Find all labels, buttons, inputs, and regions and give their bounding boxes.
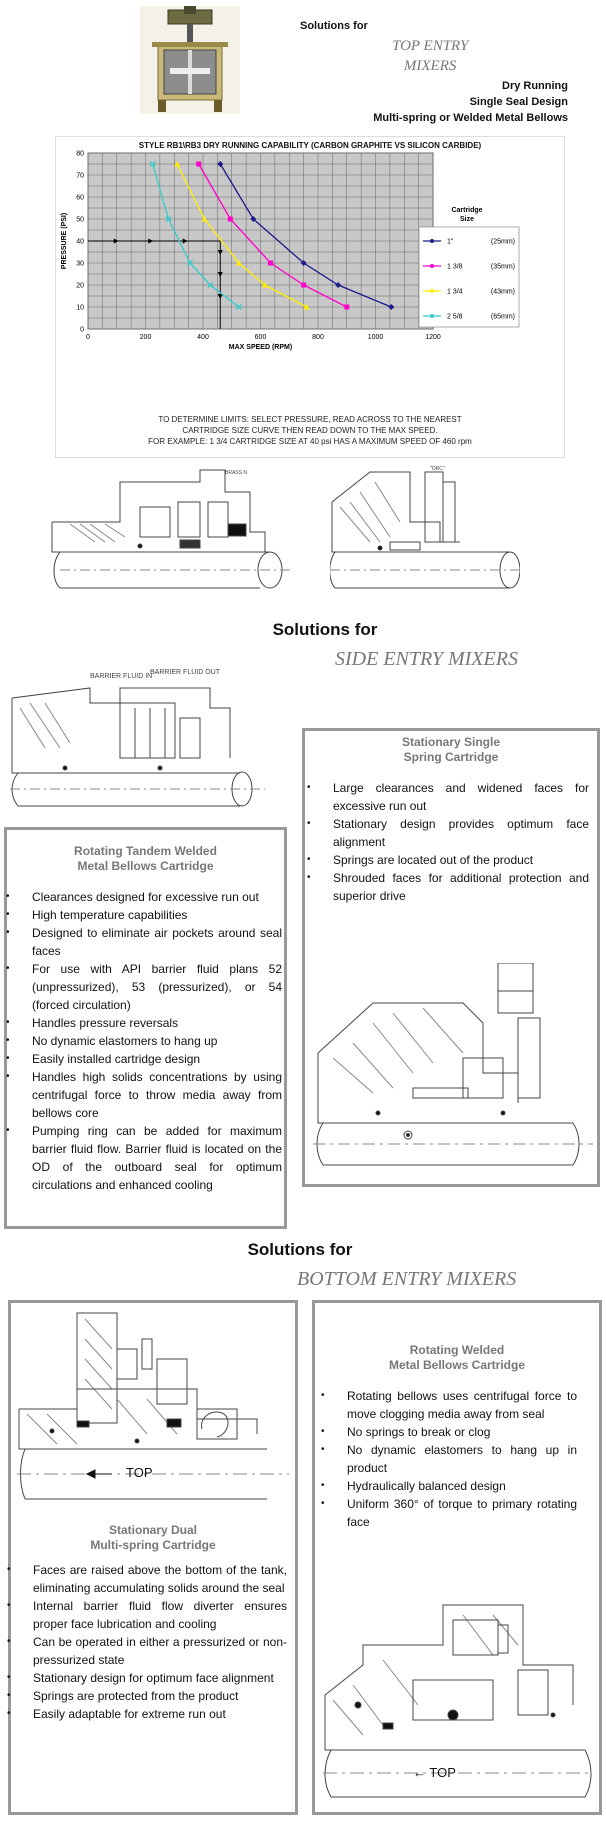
x-tick-label: 200 xyxy=(139,334,152,341)
list-item: • Easily adaptable for extreme run out xyxy=(7,1705,287,1723)
list-item: • For use with API barrier fluid plans 52 (unpressurized), 53 (pressurized), or 54 (forced circulation) xyxy=(6,960,282,1014)
legend-label: 1" xyxy=(447,238,454,246)
list-item: • Designed to eliminate air pockets around seal faces xyxy=(6,924,282,960)
list-item: • Hydraulically balanced design xyxy=(321,1477,577,1495)
header-line-multispring: Multi-spring or Welded Metal Bellows xyxy=(373,112,568,124)
list-item: • Pumping ring can be added for maximum barrier fluid flow. Barrier fluid is located on the OD of the outboard seal for optimum circulations and enhanced cooling xyxy=(6,1122,282,1194)
legend-marker xyxy=(430,289,434,293)
stationary-dual-drawing xyxy=(17,1309,289,1519)
mixer-photo xyxy=(140,6,240,114)
list-item: • Easily installed cartridge design xyxy=(6,1050,282,1068)
rotating-tandem-panel xyxy=(4,827,287,1229)
stationary-dual-title xyxy=(11,1523,295,1553)
stationary-single-title-line2: Spring Cartridge xyxy=(403,750,499,764)
rotating-welded-title-line2: Metal Bellows Cartridge xyxy=(388,1358,526,1372)
stationary-dual-bullets xyxy=(7,1561,287,1723)
data-point xyxy=(344,305,349,310)
list-item: • No dynamic elastomers to hang up in product xyxy=(321,1441,577,1477)
x-tick-label: 400 xyxy=(197,334,209,341)
rotating-welded-top-text: TOP xyxy=(429,1765,456,1780)
drawing-barrier-fluid-out: BARRIER FLUID OUT xyxy=(150,669,221,676)
legend-size: (25mm) xyxy=(490,238,515,246)
list-item: • Rotating bellows uses centrifugal force to move clogging media away from seal xyxy=(321,1387,577,1423)
y-tick-label: 0 xyxy=(80,326,84,334)
header-line-single-seal: Single Seal Design xyxy=(469,96,568,108)
list-item: • Uniform 360° of torque to primary rotating face xyxy=(321,1495,577,1531)
rotating-tandem-title-line2: Metal Bellows Cartridge xyxy=(77,859,214,873)
list-item: • Stationary design for optimum face alignment xyxy=(7,1669,287,1687)
list-item: • No springs to break or clog xyxy=(321,1423,577,1441)
data-point xyxy=(196,162,201,167)
drawing-barrier-fluid-in: BARRIER FLUID IN xyxy=(90,673,153,680)
list-item: • High temperature capabilities xyxy=(6,906,282,924)
rotating-welded-title xyxy=(315,1343,599,1373)
legend-marker xyxy=(430,239,434,243)
x-tick-label: 800 xyxy=(312,334,324,341)
legend-marker xyxy=(430,314,434,318)
stationary-dual-title-line1: Stationary Dual xyxy=(108,1523,198,1537)
rotating-tandem-title-line1: Rotating Tandem Welded xyxy=(74,844,217,858)
x-tick-label: 0 xyxy=(86,334,90,341)
chart-plot xyxy=(56,137,566,459)
list-item: • Handles pressure reversals xyxy=(6,1014,282,1032)
y-tick-label: 20 xyxy=(76,282,84,290)
list-item: • Clearances designed for excessive run out xyxy=(6,888,282,906)
list-item: • Stationary design provides optimum face alignment xyxy=(307,815,589,851)
dry-running-chart xyxy=(55,136,565,458)
x-tick-label: 1000 xyxy=(367,334,384,341)
legend-marker xyxy=(430,264,434,268)
list-item: • Can be operated in either a pressurized or non-pressurized state xyxy=(7,1633,287,1669)
legend-size: (65mm) xyxy=(490,313,515,321)
list-item: • Handles high solids concentrations by using centrifugal force to throw media away from bellows core xyxy=(6,1068,282,1122)
chart-instruction-1: TO DETERMINE LIMITS: SELECT PRESSURE, READ ACROSS TO THE NEAREST xyxy=(158,415,462,424)
stationary-single-title-line1: Stationary Single xyxy=(401,735,501,749)
legend-label: 1 3/4 xyxy=(447,288,463,296)
top-entry-drawing-left xyxy=(50,462,290,597)
rotating-welded-bullets xyxy=(321,1387,577,1531)
list-item: • Internal barrier fluid flow diverter ensures proper face lubrication and cooling xyxy=(7,1597,287,1633)
list-item: • Faces are raised above the bottom of the tank, eliminating accumulating solids around the seal xyxy=(7,1561,287,1597)
bottom-entry-heading: Solutions for xyxy=(247,1240,353,1259)
rotating-welded-title-line1: Rotating Welded xyxy=(409,1343,505,1357)
chart-instruction-2: CARTRIDGE SIZE CURVE THEN READ DOWN TO THE MAX SPEED. xyxy=(182,426,438,435)
x-tick-label: 1200 xyxy=(425,334,441,341)
rotating-welded-drawing xyxy=(323,1585,593,1807)
header-title-line2: MIXERS xyxy=(403,58,457,74)
stationary-single-bullets xyxy=(307,779,589,905)
side-entry-heading: Solutions for xyxy=(272,620,378,639)
side-entry-drawing xyxy=(10,668,265,810)
legend-title-2: Size xyxy=(459,216,475,223)
data-point xyxy=(268,261,273,266)
legend-label: 1 3/8 xyxy=(447,263,463,271)
chart-title: STYLE RB1\RB3 DRY RUNNING CAPABILITY (CARBON GRAPHITE VS SILICON CARBIDE) xyxy=(138,141,482,150)
up-arrow-icon: ← xyxy=(413,1765,426,1780)
legend-title: Cartridge xyxy=(451,207,483,214)
stationary-single-title xyxy=(305,735,597,765)
list-item: • Springs are located out of the product xyxy=(307,851,589,869)
y-axis-label: PRESSURE (PSI) xyxy=(61,212,68,270)
list-item: • No dynamic elastomers to hang up xyxy=(6,1032,282,1050)
y-tick-label: 40 xyxy=(76,238,84,246)
top-entry-drawing-right xyxy=(330,462,520,597)
stationary-dual-title-line2: Multi-spring Cartridge xyxy=(90,1538,216,1552)
list-item: • Springs are protected from the product xyxy=(7,1687,287,1705)
legend-label: 2 5/8 xyxy=(447,313,463,321)
legend-size: (35mm) xyxy=(490,263,515,271)
y-tick-label: 10 xyxy=(76,304,84,312)
y-tick-label: 30 xyxy=(76,260,84,268)
rotating-welded-panel xyxy=(312,1300,602,1815)
x-tick-label: 600 xyxy=(254,334,267,341)
y-tick-label: 70 xyxy=(76,172,84,180)
y-tick-label: 60 xyxy=(76,194,84,202)
rotating-tandem-bullets xyxy=(6,888,282,1194)
y-tick-label: 80 xyxy=(76,150,84,158)
list-item: • Shrouded faces for additional protection and superior drive xyxy=(307,869,589,905)
stationary-dual-panel xyxy=(8,1300,298,1815)
bottom-entry-subheading: BOTTOM ENTRY MIXERS xyxy=(297,1268,517,1290)
stationary-single-spring-panel xyxy=(302,728,600,1187)
chart-instruction-3: FOR EXAMPLE: 1 3/4 CARTRIDGE SIZE AT 40 psi HAS A MAXIMUM SPEED OF 460 rpm xyxy=(148,437,472,446)
x-axis-label: MAX SPEED (RPM) xyxy=(228,344,293,351)
header-line-dry-running: Dry Running xyxy=(502,80,568,92)
header-solutions-for: Solutions for xyxy=(300,20,368,32)
header-title xyxy=(392,36,468,76)
side-entry-subheading: SIDE ENTRY MIXERS xyxy=(335,648,518,670)
data-point xyxy=(301,283,306,288)
drawing-right-label: "ORC" xyxy=(430,466,445,472)
data-point xyxy=(228,217,233,222)
list-item: • Large clearances and widened faces for excessive run out xyxy=(307,779,589,815)
stationary-single-drawing xyxy=(313,963,593,1173)
y-tick-label: 50 xyxy=(76,216,84,224)
chart-instructions xyxy=(56,414,564,447)
legend-size: (43mm) xyxy=(490,288,515,296)
header-title-line1: TOP ENTRY xyxy=(392,38,469,54)
header-features xyxy=(373,78,568,126)
drawing-left-label: BRASS N xyxy=(225,470,247,476)
rotating-tandem-title xyxy=(7,844,284,874)
rotating-welded-top-label xyxy=(413,1765,456,1780)
stationary-dual-top-label: TOP xyxy=(126,1465,153,1480)
